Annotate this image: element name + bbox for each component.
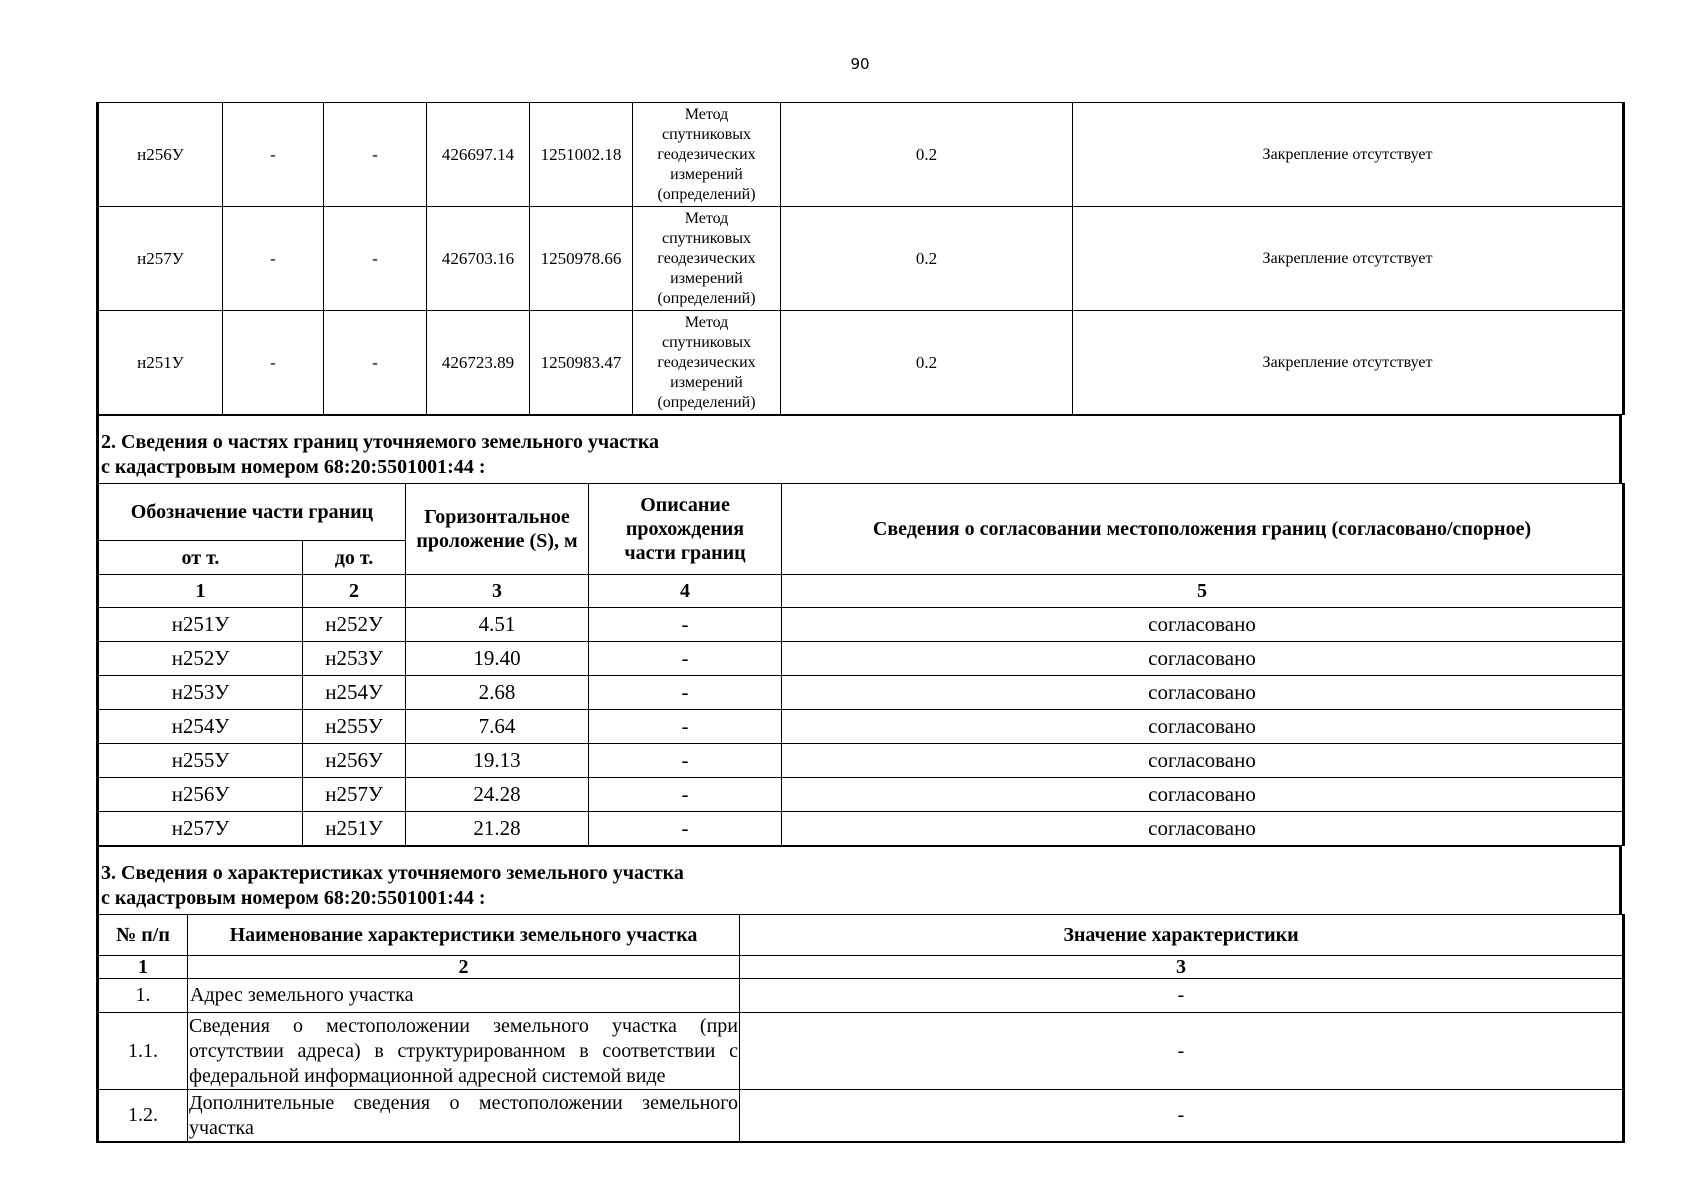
distance-cell: 21.28 bbox=[406, 812, 589, 846]
characteristic-name-cell: Адрес земельного участка bbox=[188, 979, 740, 1013]
method-line: Метод bbox=[684, 105, 729, 123]
number-header: № п/п bbox=[98, 915, 188, 956]
to-point-cell: н257У bbox=[303, 778, 406, 812]
method-line: Метод bbox=[684, 209, 729, 227]
header-row bbox=[98, 484, 1624, 541]
to-point-cell: н255У bbox=[303, 710, 406, 744]
distance-cell: 24.28 bbox=[406, 778, 589, 812]
horizontal-distance-header bbox=[406, 484, 589, 575]
agreement-cell: согласовано bbox=[782, 608, 1624, 642]
characteristic-value-cell: - bbox=[740, 1090, 1624, 1143]
method-line: геодезических bbox=[657, 145, 756, 163]
column-number: 2 bbox=[188, 956, 740, 979]
empty-cell: - bbox=[324, 207, 427, 311]
table-row bbox=[98, 744, 1624, 778]
to-point-cell: н254У bbox=[303, 676, 406, 710]
column-number: 2 bbox=[303, 575, 406, 608]
characteristic-name-cell: Дополнительные сведения о местоположении земельного участка bbox=[188, 1090, 740, 1143]
agreement-cell: согласовано bbox=[782, 778, 1624, 812]
table-row bbox=[98, 812, 1624, 846]
header-row bbox=[98, 915, 1624, 956]
table-row bbox=[98, 1013, 1624, 1090]
item-number-cell: 1.2. bbox=[98, 1090, 188, 1143]
accuracy-cell: 0.2 bbox=[781, 103, 1073, 207]
distance-cell: 2.68 bbox=[406, 676, 589, 710]
table-row bbox=[98, 676, 1624, 710]
table-row bbox=[98, 311, 1624, 415]
column-numbers-row bbox=[98, 575, 1624, 608]
y-coordinate-cell: 1250978.66 bbox=[530, 207, 633, 311]
empty-cell: - bbox=[324, 103, 427, 207]
from-point-header: от т. bbox=[98, 541, 303, 575]
header-line: Описание bbox=[640, 494, 730, 516]
page-number: 90 bbox=[850, 55, 870, 73]
section-2-title-line2: с кадастровым номером 68:20:5501001:44 : bbox=[101, 456, 486, 478]
fixing-cell: Закрепление отсутствует bbox=[1073, 103, 1624, 207]
empty-cell: - bbox=[324, 311, 427, 415]
document-body bbox=[96, 102, 1622, 1143]
column-number: 3 bbox=[406, 575, 589, 608]
table-row bbox=[98, 778, 1624, 812]
agreement-cell: согласовано bbox=[782, 710, 1624, 744]
empty-cell: - bbox=[223, 207, 324, 311]
coordinates-table bbox=[96, 102, 1625, 415]
column-number: 4 bbox=[589, 575, 782, 608]
method-line: (определений) bbox=[657, 289, 756, 307]
from-point-cell: н255У bbox=[98, 744, 303, 778]
distance-cell: 7.64 bbox=[406, 710, 589, 744]
x-coordinate-cell: 426697.14 bbox=[427, 103, 530, 207]
method-line: измерений bbox=[670, 165, 743, 183]
fixing-cell: Закрепление отсутствует bbox=[1073, 207, 1624, 311]
characteristics-table bbox=[96, 914, 1625, 1143]
method-line: спутниковых bbox=[661, 229, 752, 247]
distance-cell: 19.40 bbox=[406, 642, 589, 676]
from-point-cell: н251У bbox=[98, 608, 303, 642]
accuracy-cell: 0.2 bbox=[781, 207, 1073, 311]
description-cell: - bbox=[589, 744, 782, 778]
item-number-cell: 1.1. bbox=[98, 1013, 188, 1090]
from-point-cell: н256У bbox=[98, 778, 303, 812]
agreement-cell: согласовано bbox=[782, 642, 1624, 676]
column-number: 1 bbox=[98, 575, 303, 608]
method-line: спутниковых bbox=[661, 125, 752, 143]
y-coordinate-cell: 1250983.47 bbox=[530, 311, 633, 415]
x-coordinate-cell: 426723.89 bbox=[427, 311, 530, 415]
header-line: прохождения bbox=[625, 518, 745, 540]
section-3-title bbox=[96, 846, 1622, 914]
point-cell: н251У bbox=[98, 311, 223, 415]
to-point-cell: н251У bbox=[303, 812, 406, 846]
distance-cell: 19.13 bbox=[406, 744, 589, 778]
boundary-parts-table bbox=[96, 483, 1625, 846]
distance-cell: 4.51 bbox=[406, 608, 589, 642]
section-2-title bbox=[96, 415, 1622, 483]
point-cell: н256У bbox=[98, 103, 223, 207]
characteristic-value-header: Значение характеристики bbox=[740, 915, 1624, 956]
empty-cell: - bbox=[223, 311, 324, 415]
table-row bbox=[98, 1090, 1624, 1143]
characteristic-value-cell: - bbox=[740, 979, 1624, 1013]
from-point-cell: н257У bbox=[98, 812, 303, 846]
column-number: 5 bbox=[782, 575, 1624, 608]
method-cell bbox=[633, 207, 781, 311]
table-row bbox=[98, 207, 1624, 311]
agreement-cell: согласовано bbox=[782, 812, 1624, 846]
method-line: измерений bbox=[670, 373, 743, 391]
agreement-cell: согласовано bbox=[782, 744, 1624, 778]
method-line: Метод bbox=[684, 313, 729, 331]
agreement-cell: согласовано bbox=[782, 676, 1624, 710]
characteristic-value-cell: - bbox=[740, 1013, 1624, 1090]
table-row bbox=[98, 642, 1624, 676]
to-point-header: до т. bbox=[303, 541, 406, 575]
method-cell bbox=[633, 311, 781, 415]
from-point-cell: н253У bbox=[98, 676, 303, 710]
method-line: геодезических bbox=[657, 249, 756, 267]
table-row bbox=[98, 608, 1624, 642]
table-row bbox=[98, 979, 1624, 1013]
description-cell: - bbox=[589, 812, 782, 846]
header-line: Горизонтальное bbox=[424, 506, 570, 528]
to-point-cell: н253У bbox=[303, 642, 406, 676]
description-cell: - bbox=[589, 642, 782, 676]
fixing-cell: Закрепление отсутствует bbox=[1073, 311, 1624, 415]
y-coordinate-cell: 1251002.18 bbox=[530, 103, 633, 207]
from-point-cell: н252У bbox=[98, 642, 303, 676]
description-cell: - bbox=[589, 608, 782, 642]
part-designation-header: Обозначение части границ bbox=[98, 484, 406, 541]
characteristic-name-header: Наименование характеристики земельного участка bbox=[188, 915, 740, 956]
from-point-cell: н254У bbox=[98, 710, 303, 744]
column-number: 1 bbox=[98, 956, 188, 979]
accuracy-cell: 0.2 bbox=[781, 311, 1073, 415]
section-3-title-line2: с кадастровым номером 68:20:5501001:44 : bbox=[101, 887, 486, 909]
to-point-cell: н256У bbox=[303, 744, 406, 778]
description-cell: - bbox=[589, 676, 782, 710]
characteristic-name-cell: Сведения о местоположении земельного участка (при отсутствии адреса) в структурированном в соответствии с федеральной информационной адресной системой виде bbox=[188, 1013, 740, 1090]
column-number: 3 bbox=[740, 956, 1624, 979]
x-coordinate-cell: 426703.16 bbox=[427, 207, 530, 311]
to-point-cell: н252У bbox=[303, 608, 406, 642]
point-cell: н257У bbox=[98, 207, 223, 311]
method-cell bbox=[633, 103, 781, 207]
section-2-title-line1: 2. Сведения о частях границ уточняемого земельного участка bbox=[101, 431, 660, 453]
column-numbers-row bbox=[98, 956, 1624, 979]
method-line: (определений) bbox=[657, 393, 756, 411]
item-number-cell: 1. bbox=[98, 979, 188, 1013]
table-row bbox=[98, 103, 1624, 207]
header-line: части границ bbox=[624, 542, 746, 564]
method-line: (определений) bbox=[657, 185, 756, 203]
description-cell: - bbox=[589, 710, 782, 744]
empty-cell: - bbox=[223, 103, 324, 207]
section-3-title-line1: 3. Сведения о характеристиках уточняемого земельного участка bbox=[101, 862, 684, 884]
method-line: геодезических bbox=[657, 353, 756, 371]
agreement-header: Сведения о согласовании местоположения границ (согласовано/спорное) bbox=[782, 484, 1624, 575]
description-header bbox=[589, 484, 782, 575]
header-line: проложение (S), м bbox=[416, 530, 578, 552]
description-cell: - bbox=[589, 778, 782, 812]
method-line: измерений bbox=[670, 269, 743, 287]
method-line: спутниковых bbox=[661, 333, 752, 351]
table-row bbox=[98, 710, 1624, 744]
